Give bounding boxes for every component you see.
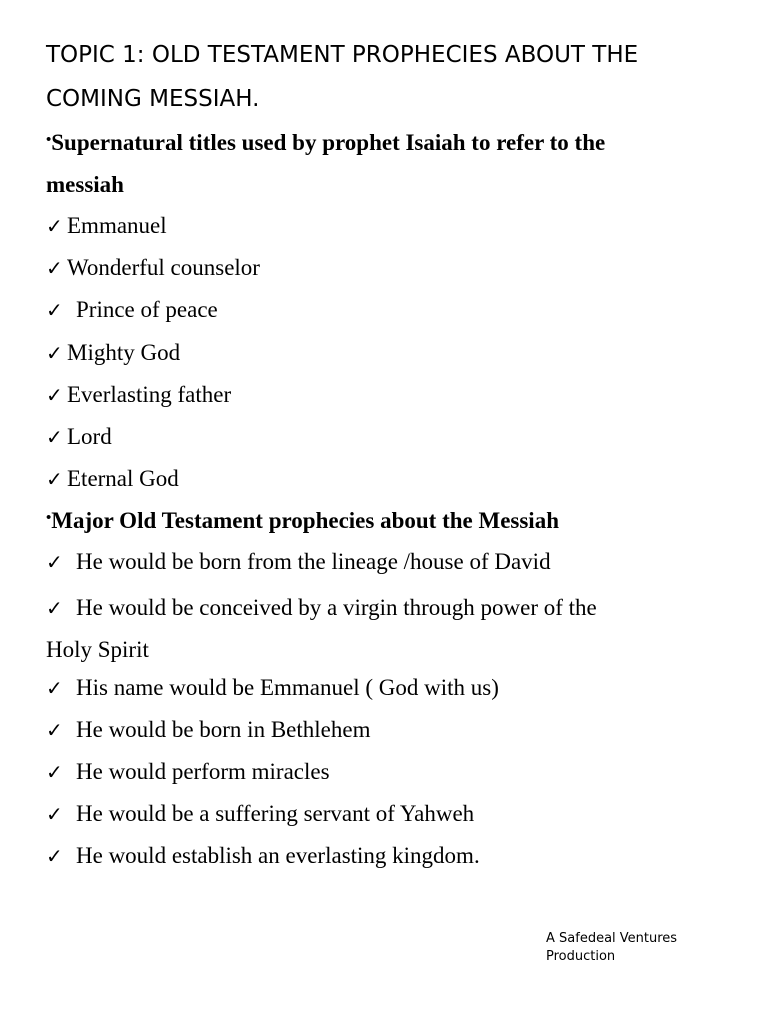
- section-2-title: [46, 508, 559, 534]
- title-item-text: Prince of peace: [76, 297, 218, 322]
- title-item-text: Mighty God: [67, 340, 181, 365]
- prophecy-item-continuation: Holy Spirit: [46, 637, 149, 662]
- check-icon: ✓: [46, 256, 63, 280]
- title-item: [46, 382, 231, 408]
- production-credit: [546, 930, 746, 966]
- topic-heading-line-2: COMING MESSIAH.: [46, 86, 260, 112]
- check-icon: ✓: [46, 298, 63, 322]
- prophecy-item-text: He would be born from the lineage /house of David: [76, 549, 551, 574]
- check-icon: ✓: [46, 676, 63, 700]
- title-item: [46, 213, 167, 239]
- prophecy-item-text: He would be conceived by a virgin through power of the: [76, 595, 597, 620]
- check-icon: ✓: [46, 760, 63, 784]
- title-item: [46, 424, 112, 450]
- title-item-text: Eternal God: [67, 466, 179, 491]
- production-credit-line-2: Production: [546, 949, 616, 964]
- title-item: [46, 340, 180, 366]
- title-item: [46, 255, 260, 281]
- section-1-title-line-2: messiah: [46, 172, 124, 197]
- prophecy-item-text: He would perform miracles: [76, 759, 330, 784]
- title-item: [46, 466, 179, 492]
- bullet-icon: •: [46, 510, 52, 526]
- title-item-text: Lord: [67, 424, 112, 449]
- prophecy-item-text: His name would be Emmanuel ( God with us): [76, 675, 499, 700]
- production-credit-line-1: A Safedeal Ventures: [546, 931, 678, 946]
- title-item-text: Everlasting father: [67, 382, 232, 407]
- check-icon: ✓: [46, 550, 63, 574]
- section-1-title-line-1: [46, 130, 605, 156]
- check-icon: ✓: [46, 467, 63, 491]
- prophecy-item: [46, 595, 597, 621]
- check-icon: ✓: [46, 844, 63, 868]
- check-icon: ✓: [46, 802, 63, 826]
- prophecy-item-text: He would be born in Bethlehem: [76, 717, 371, 742]
- bullet-icon: •: [46, 132, 52, 148]
- prophecy-item: [46, 675, 499, 701]
- check-icon: ✓: [46, 718, 63, 742]
- prophecy-item: [46, 801, 474, 827]
- prophecy-item: [46, 717, 370, 743]
- check-icon: ✓: [46, 425, 63, 449]
- prophecy-item: [46, 549, 551, 575]
- check-icon: ✓: [46, 214, 63, 238]
- title-item-text: Wonderful counselor: [67, 255, 260, 280]
- prophecy-item-text: He would establish an everlasting kingdom.: [76, 843, 480, 868]
- section-2-title-text: Major Old Testament prophecies about the Messiah: [51, 508, 559, 533]
- topic-heading-line-1: TOPIC 1: OLD TESTAMENT PROPHECIES ABOUT THE: [46, 42, 639, 68]
- check-icon: ✓: [46, 596, 63, 620]
- prophecy-item: [46, 843, 480, 869]
- prophecy-item: [46, 759, 330, 785]
- title-item-text: Emmanuel: [67, 213, 167, 238]
- prophecy-item-text: He would be a suffering servant of Yahweh: [76, 801, 475, 826]
- section-1-title-text: Supernatural titles used by prophet Isaiah to refer to the: [51, 130, 606, 155]
- check-icon: ✓: [46, 341, 63, 365]
- title-item: [46, 297, 218, 323]
- check-icon: ✓: [46, 383, 63, 407]
